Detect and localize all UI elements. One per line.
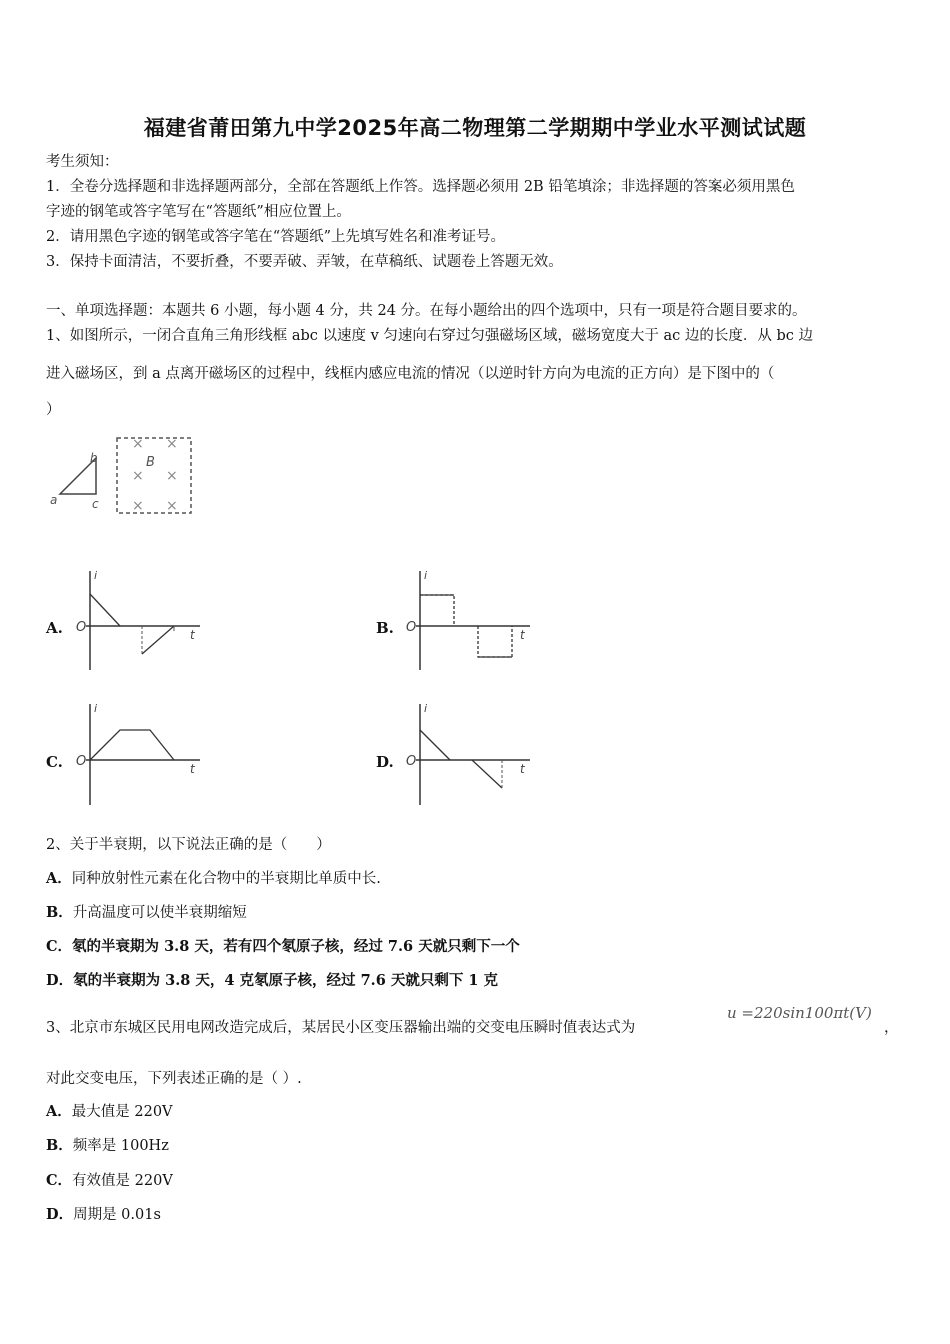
q2-option-A[interactable] [46,869,381,889]
field-cross: × [166,436,178,452]
q3-comma: ， [884,1020,899,1036]
q2-option-B[interactable] [46,903,247,923]
q2-option-C[interactable] [46,937,520,957]
option-text: 周期是 0.01s [73,1207,161,1223]
field-cross: × [132,468,144,484]
current-curve [142,626,174,654]
field-cross: × [166,498,178,514]
notice-heading: 考生须知： [46,154,119,170]
vertex-a-label: a [50,493,58,507]
option-label: C． [46,938,73,955]
q1-option-D-graph[interactable] [400,698,540,808]
origin-label: O [76,754,87,769]
t-axis-label: t [520,628,525,642]
q3-option-D[interactable] [46,1205,161,1225]
origin-label: O [406,620,417,635]
q1-option-B-graph[interactable] [400,565,540,675]
i-axis-label: i [94,569,98,582]
q3-stem: 3、北京市东城区民用电网改造完成后，某居民小区变压器输出端的交变电压瞬时值表达式为 [46,1020,636,1036]
option-text: 频率是 100Hz [72,1138,169,1154]
q1-option-B-label[interactable]: B. [376,619,394,637]
notice-item: 字迹的钢笔或答字笔写在“答题纸”相应位置上。 [46,204,351,220]
option-text: 有效值是 220V [72,1173,173,1189]
field-cross: × [166,468,178,484]
q1-stem-line1: 1、如图所示，一闭合直角三角形线框 abc 以速度 v 匀速向右穿过匀强磁场区域，磁场宽度大于 ac 边的长度．从 bc 边 [46,328,814,344]
field-B-label: B [146,455,155,470]
q1-stem-line3: ） [46,402,61,418]
current-curve [90,594,120,626]
vertex-b-label: b [90,451,98,465]
q3-formula: u =220sin100πt(V) [727,1004,872,1022]
vertex-c-label: c [92,497,99,511]
q3-option-B[interactable] [46,1136,169,1156]
q3-stem2: 对此交变电压，下列表述正确的是（ ）. [46,1071,302,1087]
option-text: 最大值是 220V [71,1104,173,1120]
q1-option-A-graph[interactable] [70,565,210,675]
option-text: 同种放射性元素在化合物中的半衰期比单质中长. [71,871,381,887]
option-text: 升高温度可以使半衰期缩短 [72,905,247,921]
t-axis-label: t [190,762,195,776]
q3-option-C[interactable] [46,1171,173,1191]
origin-label: O [406,754,417,769]
current-curve [472,760,502,788]
option-text: 氡的半衰期为 3.8 天，若有四个氡原子核，经过 7.6 天就只剩下一个 [72,938,520,955]
q1-option-D-label[interactable]: D. [376,753,394,771]
i-axis-label: i [424,702,428,715]
t-axis-label: t [190,628,195,642]
option-label: D． [46,972,74,989]
option-label: D． [46,1206,74,1223]
q2-option-D[interactable] [46,971,498,991]
q1-option-A-label[interactable]: A. [46,619,63,637]
q1-option-C-label[interactable]: C. [46,753,63,771]
option-label: C． [46,1172,73,1189]
current-curve [90,730,174,760]
q3-option-A[interactable] [46,1102,173,1122]
option-label: B． [46,1137,73,1154]
current-curve [420,730,450,760]
field-cross: × [132,498,144,514]
q1-stem-line2: 进入磁场区，到 a 点离开磁场区的过程中，线框内感应电流的情况（以逆时针方向为电流的正方向）是下图中的（ [46,366,775,382]
magnetic-field-region [117,438,191,513]
q2-stem: 2、关于半衰期，以下说法正确的是（ ） [46,837,331,853]
q1-figure [46,430,206,525]
i-axis-label: i [94,702,98,715]
q1-option-C-graph[interactable] [70,698,210,808]
notice-item: 2．请用黑色字迹的钢笔或答字笔在“答题纸”上先填写姓名和准考证号。 [46,229,506,245]
option-label: B． [46,904,73,921]
origin-label: O [76,620,87,635]
notice-item: 1．全卷分选择题和非选择题两部分，全部在答题纸上作答。选择题必须用 2B 铅笔填涂；非选择题的答案必须用黑色 [46,179,795,195]
t-axis-label: t [520,762,525,776]
page-title: 福建省莆田第九中学2025年高二物理第二学期期中学业水平测试试题 [143,116,807,140]
current-curve [478,626,512,657]
field-cross: × [132,436,144,452]
current-curve [420,595,454,626]
option-text: 氡的半衰期为 3.8 天，4 克氡原子核，经过 7.6 天就只剩下 1 克 [73,972,499,989]
section-heading: 一、单项选择题：本题共 6 小题，每小题 4 分，共 24 分。在每小题给出的四个选项中，只有一项是符合题目要求的。 [46,303,807,319]
notice-item: 3．保持卡面清洁，不要折叠，不要弄破、弄皱，在草稿纸、试题卷上答题无效。 [46,254,563,270]
option-label: A． [46,1103,72,1120]
i-axis-label: i [424,569,428,582]
option-label: A． [46,870,72,887]
